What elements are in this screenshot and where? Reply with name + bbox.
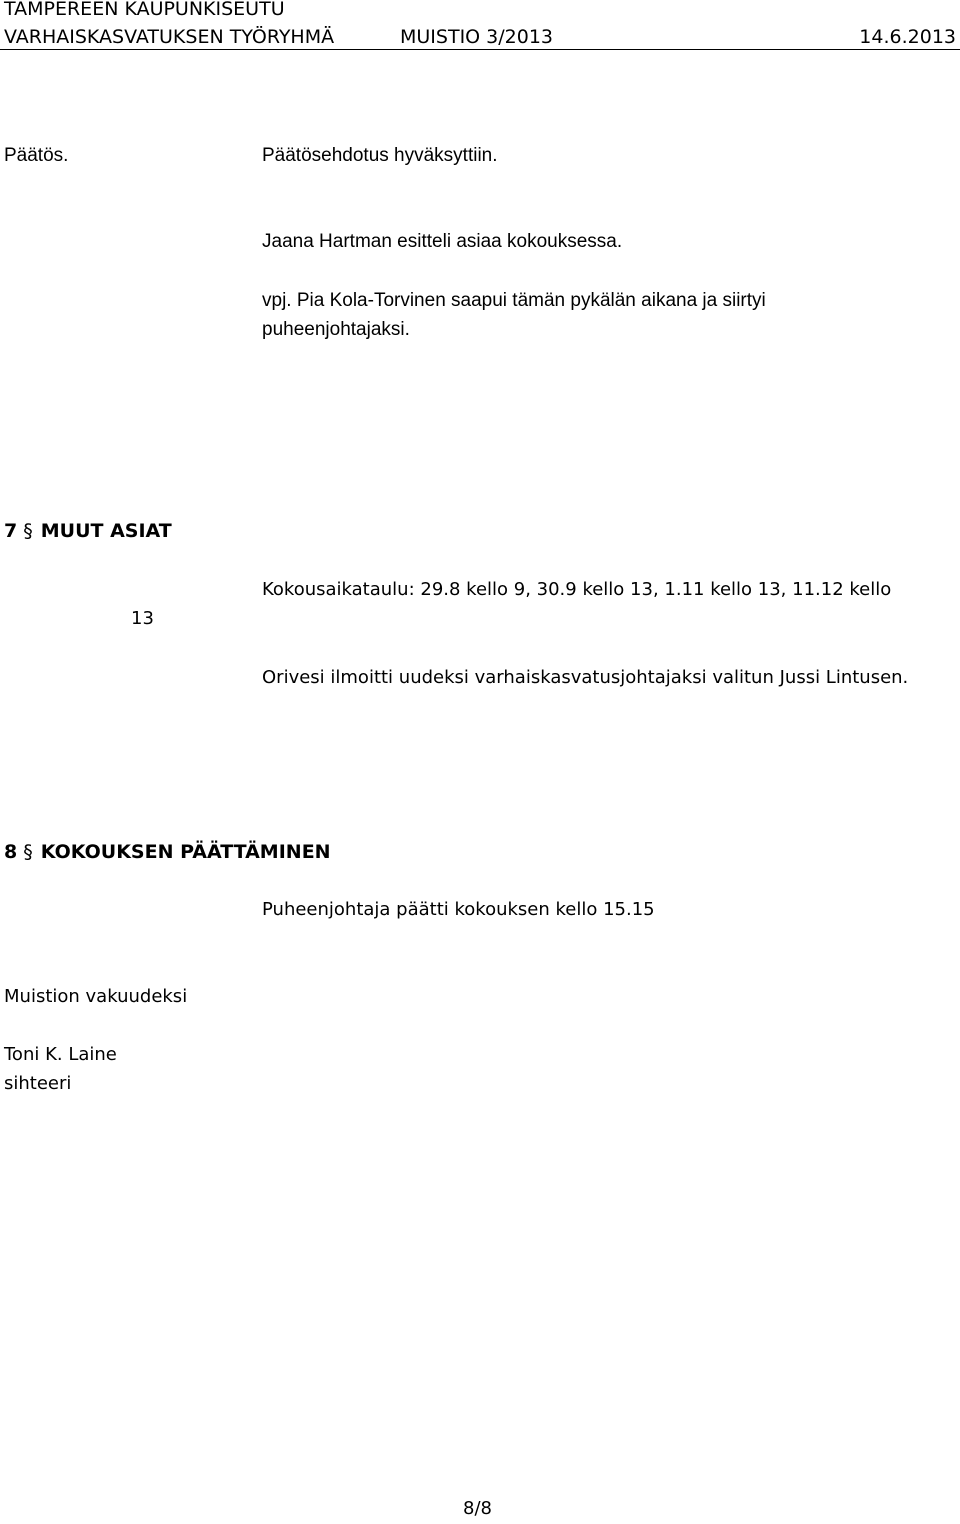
section-7-number: 7 xyxy=(4,520,18,542)
certification-text: Muistion vakuudeksi xyxy=(4,986,188,1007)
section-symbol: § xyxy=(23,841,33,863)
announcement: Orivesi ilmoitti uudeksi varhaiskasvatusjohtajaksi valitun Jussi Lintusen. xyxy=(262,667,909,688)
decision-text: Päätösehdotus hyväksyttiin. xyxy=(262,145,498,166)
closing-text: Puheenjohtaja päätti kokouksen kello 15.15 xyxy=(262,899,655,920)
item-number: 13 xyxy=(131,608,154,629)
section-7-heading xyxy=(4,522,172,541)
working-group-name: VARHAISKASVATUKSEN TYÖRYHMÄ xyxy=(4,26,335,48)
signer-name: Toni K. Laine xyxy=(4,1044,117,1065)
organization-name: TAMPEREEN KAUPUNKISEUTU xyxy=(4,0,285,20)
memo-number: MUISTIO 3/2013 xyxy=(400,26,554,48)
page-number: 8/8 xyxy=(463,1498,492,1519)
signer-role: sihteeri xyxy=(4,1073,72,1094)
memo-date: 14.6.2013 xyxy=(859,26,956,48)
section-symbol: § xyxy=(23,520,33,542)
decision-label: Päätös. xyxy=(4,145,69,166)
presenter-note: Jaana Hartman esitteli asiaa kokouksessa. xyxy=(262,231,623,252)
chair-note-line2: puheenjohtajaksi. xyxy=(262,319,410,340)
section-8-title: KOKOUKSEN PÄÄTTÄMINEN xyxy=(40,841,331,863)
header-divider xyxy=(0,49,960,50)
meeting-schedule: Kokousaikataulu: 29.8 kello 9, 30.9 kello 13, 1.11 kello 13, 11.12 kello xyxy=(262,579,892,600)
section-8-number: 8 xyxy=(4,841,18,863)
chair-note-line1: vpj. Pia Kola-Torvinen saapui tämän pykälän aikana ja siirtyi xyxy=(262,290,766,311)
section-7-title: MUUT ASIAT xyxy=(40,520,172,542)
section-8-heading xyxy=(4,843,331,862)
